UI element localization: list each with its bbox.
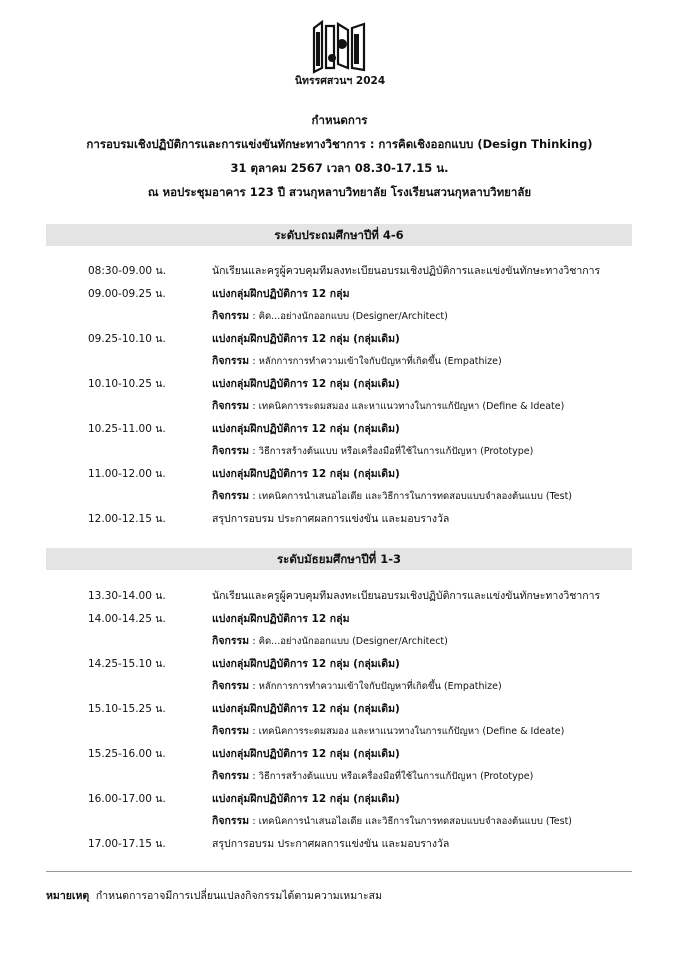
activity-label: กิจกรรม <box>212 400 250 412</box>
note-label: หมายเหตุ <box>46 890 90 902</box>
row-main: สรุปการอบรม ประกาศผลการแข่งขัน และมอบรางวัล <box>212 513 450 525</box>
row-main: แบ่งกลุ่มฝึกปฏิบัติการ 12 กลุ่ม (กลุ่มเดิม) <box>212 333 400 345</box>
row-time: 12.00-12.15 น. <box>88 513 166 525</box>
activity-label: กิจกรรม <box>212 355 250 367</box>
row-main: แบ่งกลุ่มฝึกปฏิบัติการ 12 กลุ่ม (กลุ่มเดิม) <box>212 793 400 805</box>
section-title-secondary: ระดับมัธยมศึกษาปีที่ 1-3 <box>46 548 632 570</box>
activity-label: กิจกรรม <box>212 310 250 322</box>
row-main: แบ่งกลุ่มฝึกปฏิบัติการ 12 กลุ่ม <box>212 288 350 300</box>
row-main: แบ่งกลุ่มฝึกปฏิบัติการ 12 กลุ่ม (กลุ่มเดิม) <box>212 703 400 715</box>
activity-text: : วิธีการสร้างต้นแบบ หรือเครื่องมือที่ใช้ในการแก้ปัญหา (Prototype) <box>252 771 534 782</box>
activity-label: กิจกรรม <box>212 445 250 457</box>
row-main: แบ่งกลุ่มฝึกปฏิบัติการ 12 กลุ่ม (กลุ่มเดิม) <box>212 378 400 390</box>
row-time: 09.00-09.25 น. <box>88 288 166 300</box>
activity-label: กิจกรรม <box>212 815 250 827</box>
row-time: 10.10-10.25 น. <box>88 378 166 390</box>
row-main: แบ่งกลุ่มฝึกปฏิบัติการ 12 กลุ่ม (กลุ่มเดิม) <box>212 748 400 760</box>
row-activity <box>212 487 572 504</box>
row-activity <box>212 352 502 369</box>
row-activity <box>212 677 502 694</box>
row-main: แบ่งกลุ่มฝึกปฏิบัติการ 12 กลุ่ม (กลุ่มเดิม) <box>212 468 400 480</box>
row-activity <box>212 767 533 784</box>
row-activity <box>212 442 533 459</box>
activity-label: กิจกรรม <box>212 490 250 502</box>
section-title-primary: ระดับประถมศึกษาปีที่ 4-6 <box>46 224 632 246</box>
row-time: 15.25-16.00 น. <box>88 748 166 760</box>
row-main: นักเรียนและครูผู้ควบคุมทีมลงทะเบียนอบรมเชิงปฏิบัติการและแข่งขันทักษะทางวิชาการ <box>212 265 601 277</box>
row-time: 17.00-17.15 น. <box>88 838 166 850</box>
row-time: 08:30-09.00 น. <box>88 265 166 277</box>
activity-text: : เทคนิคการระดมสมอง และหาแนวทางในการแก้ปัญหา (Define & Ideate) <box>252 401 565 412</box>
row-time: 11.00-12.00 น. <box>88 468 166 480</box>
activity-text: : เทคนิคการนำเสนอไอเดีย และวิธีการในการทดสอบแบบจำลองต้นแบบ (Test) <box>252 491 572 502</box>
row-activity <box>212 307 448 324</box>
note-text: กำหนดการอาจมีการเปลี่ยนแปลงกิจกรรมได้ตามความเหมาะสม <box>95 890 383 902</box>
activity-text: : คิด...อย่างนักออกแบบ (Designer/Architect) <box>252 311 448 322</box>
row-main: แบ่งกลุ่มฝึกปฏิบัติการ 12 กลุ่ม (กลุ่มเดิม) <box>212 423 400 435</box>
footnote <box>46 887 382 904</box>
row-time: 15.10-15.25 น. <box>88 703 166 715</box>
activity-text: : เทคนิคการระดมสมอง และหาแนวทางในการแก้ปัญหา (Define & Ideate) <box>252 726 565 737</box>
row-time: 10.25-11.00 น. <box>88 423 166 435</box>
note-divider <box>46 871 632 872</box>
logo-text: นิทรรศสวนฯ 2024 <box>294 75 386 87</box>
activity-text: : หลักการการทำความเข้าใจกับปัญหาที่เกิดขึ้น (Empathize) <box>252 681 502 692</box>
row-main: สรุปการอบรม ประกาศผลการแข่งขัน และมอบรางวัล <box>212 838 450 850</box>
activity-text: : คิด...อย่างนักออกแบบ (Designer/Architect) <box>252 636 448 647</box>
activity-text: : เทคนิคการนำเสนอไอเดีย และวิธีการในการทดสอบแบบจำลองต้นแบบ (Test) <box>252 816 572 827</box>
event-title: การอบรมเชิงปฏิบัติการและการแข่งขันทักษะทางวิชาการ : การคิดเชิงออกแบบ (Design Thinking) <box>86 137 593 151</box>
row-time: 14.25-15.10 น. <box>88 658 166 670</box>
activity-text: : หลักการการทำความเข้าใจกับปัญหาที่เกิดขึ้น (Empathize) <box>252 356 502 367</box>
row-time: 13.30-14.00 น. <box>88 590 166 602</box>
page-title: กำหนดการ <box>311 113 368 127</box>
row-time: 09.25-10.10 น. <box>88 333 166 345</box>
row-activity <box>212 812 572 829</box>
row-activity <box>212 632 448 649</box>
activity-text: : วิธีการสร้างต้นแบบ หรือเครื่องมือที่ใช้ในการแก้ปัญหา (Prototype) <box>252 446 534 457</box>
row-time: 16.00-17.00 น. <box>88 793 166 805</box>
row-activity <box>212 397 564 414</box>
activity-label: กิจกรรม <box>212 770 250 782</box>
event-date: 31 ตุลาคม 2567 เวลา 08.30-17.15 น. <box>230 161 449 175</box>
row-main: แบ่งกลุ่มฝึกปฏิบัติการ 12 กลุ่ม (กลุ่มเดิม) <box>212 658 400 670</box>
row-main: นักเรียนและครูผู้ควบคุมทีมลงทะเบียนอบรมเชิงปฏิบัติการและแข่งขันทักษะทางวิชาการ <box>212 590 601 602</box>
activity-label: กิจกรรม <box>212 725 250 737</box>
activity-label: กิจกรรม <box>212 635 250 647</box>
event-logo <box>294 18 386 100</box>
activity-label: กิจกรรม <box>212 680 250 692</box>
row-activity <box>212 722 564 739</box>
row-time: 14.00-14.25 น. <box>88 613 166 625</box>
row-main: แบ่งกลุ่มฝึกปฏิบัติการ 12 กลุ่ม <box>212 613 350 625</box>
event-venue: ณ หอประชุมอาคาร 123 ปี สวนกุหลาบวิทยาลัย โรงเรียนสวนกุหลาบวิทยาลัย <box>147 185 532 199</box>
